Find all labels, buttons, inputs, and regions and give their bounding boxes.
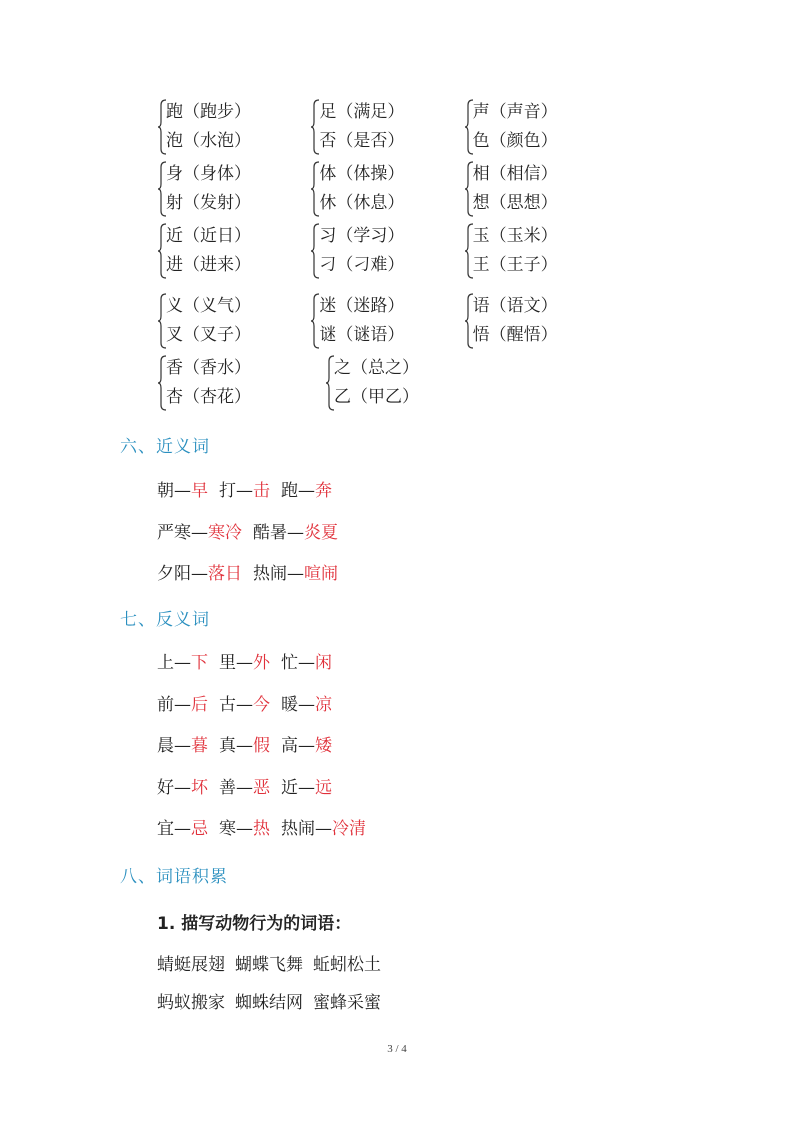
- char-pair-group: [464, 291, 617, 351]
- answer-word: 坏: [191, 777, 208, 798]
- word: 跑—: [281, 481, 315, 501]
- section-heading-synonyms: 六、近义词: [120, 437, 210, 457]
- char-pair-line: 休（休息）: [319, 193, 405, 213]
- answer-word: 远: [315, 777, 332, 798]
- antonym-pair: [281, 651, 332, 675]
- word: 忙—: [281, 653, 315, 673]
- char-pair-line: 想（思想）: [472, 193, 558, 213]
- answer-word: 落日: [208, 564, 242, 584]
- word: 前—: [157, 694, 191, 715]
- char-pair-line: 之（总之）: [334, 358, 419, 378]
- antonym-line: [157, 776, 343, 800]
- char-pair-line: 谜（谜语）: [319, 325, 405, 345]
- answer-word: 寒冷: [208, 522, 242, 543]
- char-pair-line: 刁（刁难）: [319, 255, 405, 275]
- char-pair-line: 声（声音）: [472, 102, 558, 122]
- antonym-pair: [157, 817, 208, 841]
- antonym-pair: [157, 734, 208, 758]
- char-pair-line: 射（发射）: [166, 193, 251, 213]
- word: 宜—: [157, 819, 191, 839]
- accumulation-line: [157, 950, 391, 975]
- char-pair-group: [464, 221, 617, 281]
- synonym-pair: [253, 562, 338, 586]
- phrase: 蚂蚁搬家: [157, 993, 225, 1013]
- synonym-line: [157, 479, 343, 503]
- phrase: 蜜蜂采蜜: [313, 993, 381, 1013]
- char-pair-line: 足（满足）: [319, 102, 405, 122]
- pair-row: [157, 291, 617, 353]
- char-pair-line: 体（体操）: [319, 164, 405, 184]
- pair-row: [157, 159, 617, 221]
- char-pair-line: 习（学习）: [319, 226, 405, 246]
- antonym-pair: [157, 776, 208, 800]
- antonym-line: [157, 693, 343, 717]
- answer-word: 后: [191, 694, 208, 715]
- answer-word: 喧闹: [304, 564, 338, 584]
- antonym-pair: [219, 693, 270, 717]
- char-pair-line: 香（香水）: [166, 358, 251, 378]
- char-pair-line: 王（王子）: [472, 255, 558, 275]
- char-pair-line: 杏（杏花）: [166, 387, 251, 407]
- synonym-line: [157, 562, 349, 586]
- char-pair-line: 泡（水泡）: [166, 131, 251, 151]
- word-pair-groups: [157, 97, 617, 415]
- char-pair-line: 迷（迷路）: [319, 296, 405, 316]
- antonym-pair: [219, 734, 270, 758]
- char-pair-line: 语（语文）: [472, 296, 558, 316]
- char-pair-group: [464, 159, 617, 219]
- char-pair-line: 叉（叉子）: [166, 325, 251, 345]
- word: 里—: [219, 653, 253, 673]
- accumulation-line: [157, 988, 391, 1013]
- word: 严寒—: [157, 522, 208, 543]
- page-number: 3 / 4: [387, 1043, 407, 1055]
- word: 寒—: [219, 819, 253, 839]
- char-pair-line: 进（进来）: [166, 255, 251, 275]
- synonym-pair: [157, 521, 242, 545]
- char-pair-group: [310, 159, 463, 219]
- char-pair-line: 身（身体）: [166, 164, 251, 184]
- antonym-pair: [157, 651, 208, 675]
- answer-word: 凉: [315, 694, 332, 715]
- answer-word: 热: [253, 819, 270, 839]
- char-pair-group: [157, 97, 310, 157]
- char-pair-group: [157, 159, 310, 219]
- char-pair-line: 玉（玉米）: [472, 226, 558, 246]
- antonym-pair: [281, 817, 366, 841]
- antonym-pair: [157, 693, 208, 717]
- char-pair-group: [325, 353, 493, 413]
- char-pair-line: 相（相信）: [472, 164, 558, 184]
- char-pair-line: 色（颜色）: [472, 131, 558, 151]
- word: 热闹—: [281, 819, 332, 839]
- char-pair-line: 近（近日）: [166, 226, 251, 246]
- antonym-pair: [219, 817, 270, 841]
- answer-word: 炎夏: [304, 522, 338, 543]
- word: 暖—: [281, 694, 315, 715]
- synonym-pair: [219, 479, 270, 503]
- antonym-pair: [281, 734, 332, 758]
- answer-word: 忌: [191, 819, 208, 839]
- char-pair-line: 悟（醒悟）: [472, 325, 558, 345]
- antonym-pair: [219, 651, 270, 675]
- subsection-title: 1. 描写动物行为的词语：: [157, 914, 352, 934]
- pair-row: [157, 221, 617, 283]
- word: 好—: [157, 777, 191, 798]
- phrase: 蜘蛛结网: [235, 993, 303, 1013]
- word: 夕阳—: [157, 564, 208, 584]
- char-pair-group: [310, 97, 463, 157]
- word: 热闹—: [253, 564, 304, 584]
- antonym-pair: [281, 693, 332, 717]
- section-heading-antonyms: 七、反义词: [120, 610, 210, 630]
- char-pair-line: 乙（甲乙）: [334, 387, 419, 407]
- word: 高—: [281, 736, 315, 756]
- synonym-pair: [281, 479, 332, 503]
- section-heading-word-accumulation: 八、词语积累: [120, 867, 228, 887]
- pair-row: [157, 97, 617, 159]
- word: 古—: [219, 694, 253, 715]
- synonym-pair: [253, 521, 338, 545]
- char-pair-group: [157, 353, 325, 413]
- word: 朝—: [157, 481, 191, 501]
- word: 酷暑—: [253, 522, 304, 543]
- answer-word: 今: [253, 694, 270, 715]
- answer-word: 暮: [191, 736, 208, 756]
- antonym-pair: [281, 776, 332, 800]
- char-pair-line: 义（义气）: [166, 296, 251, 316]
- synonym-pair: [157, 479, 208, 503]
- char-pair-line: 否（是否）: [319, 131, 405, 151]
- word: 真—: [219, 736, 253, 756]
- answer-word: 奔: [315, 481, 332, 501]
- answer-word: 外: [253, 653, 270, 673]
- answer-word: 闲: [315, 653, 332, 673]
- pair-row: [157, 353, 617, 415]
- char-pair-group: [157, 291, 310, 351]
- answer-word: 矮: [315, 736, 332, 756]
- phrase: 蚯蚓松土: [313, 955, 381, 975]
- synonym-pair: [157, 562, 242, 586]
- phrase: 蝴蝶飞舞: [235, 955, 303, 975]
- word: 上—: [157, 653, 191, 673]
- answer-word: 下: [191, 653, 208, 673]
- antonym-line: [157, 734, 343, 758]
- answer-word: 冷清: [332, 819, 366, 839]
- char-pair-line: 跑（跑步）: [166, 102, 251, 122]
- phrase: 蜻蜓展翅: [157, 955, 225, 975]
- word: 打—: [219, 481, 253, 501]
- antonym-pair: [219, 776, 270, 800]
- word: 晨—: [157, 736, 191, 756]
- word: 近—: [281, 777, 315, 798]
- answer-word: 早: [191, 481, 208, 501]
- antonym-line: [157, 817, 377, 841]
- char-pair-group: [310, 291, 463, 351]
- char-pair-group: [464, 97, 617, 157]
- char-pair-group: [310, 221, 463, 281]
- answer-word: 击: [253, 481, 270, 501]
- char-pair-group: [157, 221, 310, 281]
- answer-word: 恶: [253, 777, 270, 798]
- synonym-line: [157, 521, 349, 545]
- word: 善—: [219, 777, 253, 798]
- answer-word: 假: [253, 736, 270, 756]
- antonym-line: [157, 651, 343, 675]
